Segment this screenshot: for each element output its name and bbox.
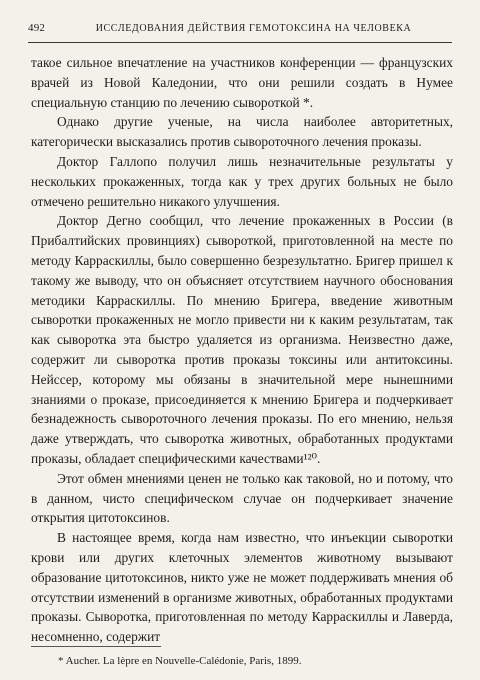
page-number: 492 [28,22,46,34]
footnote-rule [31,646,161,647]
paragraph: В настоящее время, когда нам известно, что инъекции сыворотки крови или других клеточных элементов животному вызывают образование цитотоксинов, никто уже не может поддерживать мнения об отсутствии изменений в организме животных, обработанных продуктами проказы. Сыворотка, приготовленная по методу Карраскиллы и Лаверда, несомненно, содержит [31,530,453,645]
paragraph-continued: такое сильное впечатление на участников конференции — французских врачей из Новой Каледонии, что они решили создать в Нумее специальную станцию по лечению сывороткой *. [31,55,453,110]
paragraph: Однако другие ученые, на числа наиболее авторитетных, категорически высказались против сывороточного лечения проказы. [31,114,453,150]
header-rule [28,42,452,43]
page-header [28,22,452,34]
paragraph: Доктор Дегно сообщил, что лечение прокаженных в России (в Прибалтийских провинциях) сывороткой, приготовленной на месте по методу Карраскиллы, было совершенно безрезультатно. Бригер пришел к такому же выводу, что он объясняет отсутствием научного обоснования методики Карраскиллы. По мнению Бригера, введение животным сыворотки прокаженных не могло привести ни к каким результатам, так как сыворотка эта быстро удаляется из организма. Неизвестно даже, содержит ли сыворотка против проказы токсины или антитоксины. Нейссер, которому мы обязаны в значительной мере нынешними знаниями о проказе, присоединяется к мнению Бригера и подчеркивает безнадежность сывороточного лечения проказы. По его мнению, нельзя даже утверждать, что сыворотка животных, обработанных продуктами проказы, обладает специфическими качествами¹²⁰. [31,213,453,466]
running-head: ИССЛЕДОВАНИЯ ДЕЙСТВИЯ ГЕМОТОКСИНА НА ЧЕЛОВЕКА [95,23,412,34]
paragraph: Доктор Галлопо получил лишь незначительные результаты у нескольких прокаженных, тогда как у трех других больных не было отмечено решительно никакого улучшения. [31,153,453,209]
footnote: * Aucher. La lèpre en Nouvelle-Calédonie, Paris, 1899. [58,655,302,667]
body-text [31,53,453,647]
paragraph: Этот обмен мнениями ценен не только как таковой, но и потому, что в данном, чисто специфическом случае он подчеркивает значение открытия цитотоксинов. [31,470,453,526]
